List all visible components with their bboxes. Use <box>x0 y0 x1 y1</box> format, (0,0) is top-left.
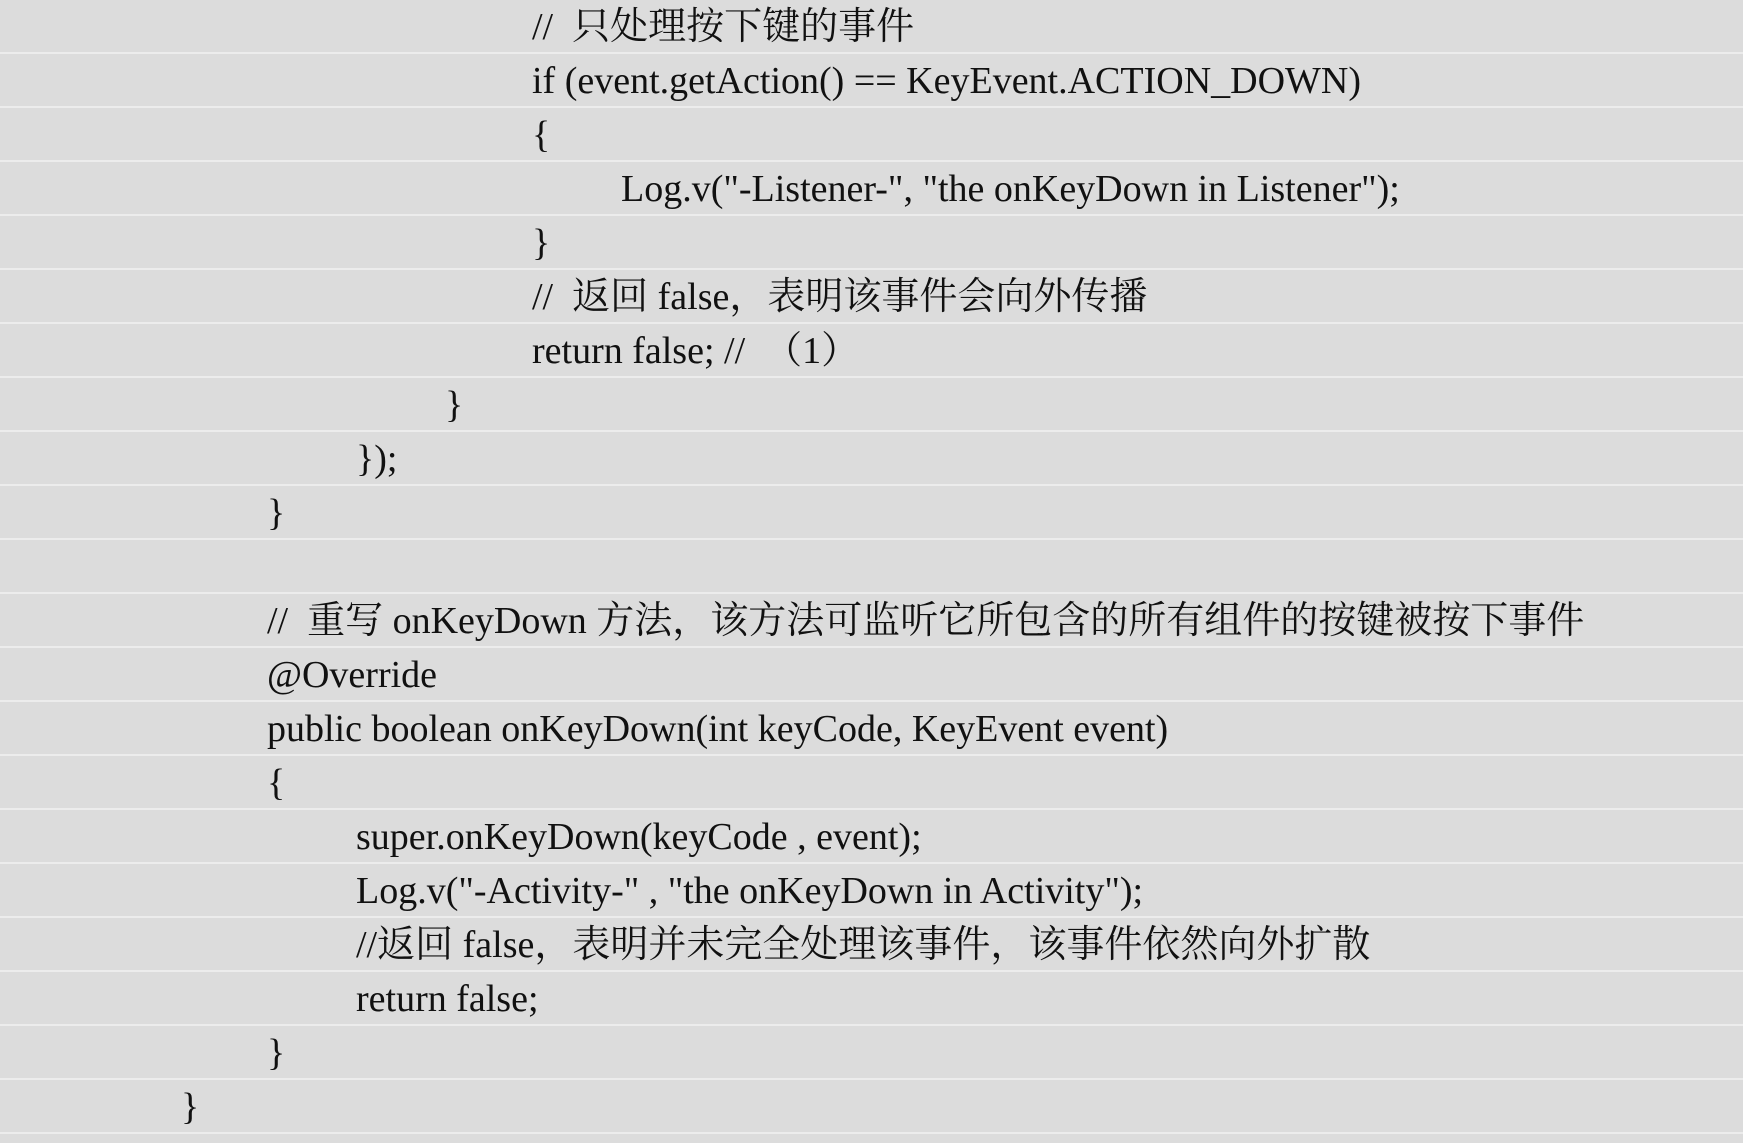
code-statement: super.onKeyDown(keyCode , event); <box>356 816 922 858</box>
code-line <box>0 432 1743 486</box>
code-line <box>0 648 1743 702</box>
code-line <box>0 702 1743 756</box>
code-brace: } <box>445 384 464 426</box>
code-brace: } <box>267 1032 286 1074</box>
code-annotation: @Override <box>267 654 438 696</box>
code-statement: Log.v("-Listener-", "the onKeyDown in Listener"); <box>621 168 1400 210</box>
code-line <box>0 270 1743 324</box>
code-line <box>0 162 1743 216</box>
code-brace: { <box>267 762 286 804</box>
code-line <box>0 108 1743 162</box>
code-comment: // 重写 onKeyDown 方法，该方法可监听它所包含的所有组件的按键被按下事件 <box>267 600 1585 642</box>
code-brace: }); <box>356 438 398 480</box>
code-statement: public boolean onKeyDown(int keyCode, KeyEvent event) <box>267 708 1169 750</box>
code-line <box>0 594 1743 648</box>
code-line <box>0 0 1743 54</box>
code-line <box>0 756 1743 810</box>
code-line <box>0 54 1743 108</box>
code-brace: } <box>532 222 551 264</box>
code-line <box>0 486 1743 540</box>
code-line <box>0 972 1743 1026</box>
code-statement: if (event.getAction() == KeyEvent.ACTION_DOWN) <box>532 60 1362 102</box>
code-statement: return false; <box>356 978 539 1020</box>
code-line <box>0 324 1743 378</box>
code-comment: //返回 false，表明并未完全处理该事件，该事件依然向外扩散 <box>356 924 1371 966</box>
code-brace: { <box>532 114 551 156</box>
code-line <box>0 540 1743 594</box>
code-brace: } <box>267 492 286 534</box>
code-line <box>0 810 1743 864</box>
code-statement: Log.v("-Activity-" , "the onKeyDown in Activity"); <box>356 870 1144 912</box>
code-statement: return false; // （1） <box>532 330 860 372</box>
code-line <box>0 216 1743 270</box>
code-line <box>0 1026 1743 1080</box>
code-comment: // 只处理按下键的事件 <box>532 6 915 48</box>
code-line <box>0 864 1743 918</box>
code-brace: } <box>181 1086 200 1128</box>
code-line <box>0 1080 1743 1134</box>
code-comment: // 返回 false，表明该事件会向外传播 <box>532 276 1148 318</box>
code-line <box>0 918 1743 972</box>
code-line <box>0 378 1743 432</box>
